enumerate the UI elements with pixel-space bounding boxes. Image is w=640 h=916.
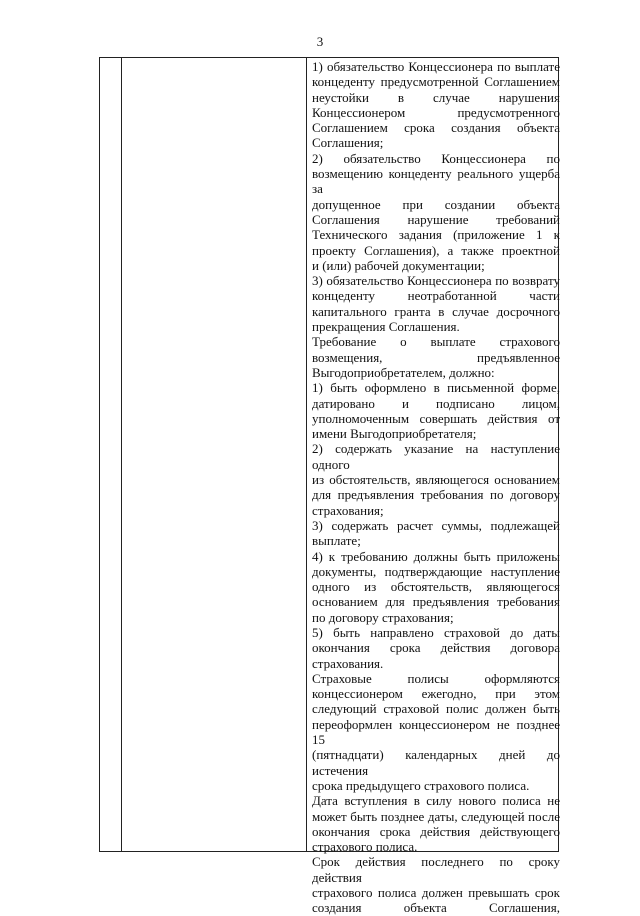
table-cell-text — [312, 59, 560, 916]
text-line: Страховые полисы оформляются — [312, 670, 560, 686]
text-line: Требование о выплате страхового — [312, 334, 560, 350]
text-line: может быть позднее даты, следующей после — [312, 808, 560, 824]
text-line: переоформлен концессионером не позднее 15 — [312, 716, 560, 748]
paragraph — [312, 854, 560, 915]
text-line: концессионером ежегодно, при этом — [312, 686, 560, 702]
text-line: выплате; — [312, 533, 361, 549]
text-line: Соглашения нарушение требований — [312, 211, 560, 227]
text-line: основанием для предъявления требования — [312, 594, 560, 610]
text-line: страхования; — [312, 502, 384, 518]
text-line: Концессионером предусмотренного — [312, 104, 560, 120]
text-line: 1) обязательство Концессионера по выплате — [312, 59, 560, 74]
text-line: из обстоятельств, являющегося основанием — [312, 472, 560, 488]
text-line: 2) обязательство Концессионера по — [312, 150, 560, 166]
text-line: Соглашения; — [312, 135, 384, 151]
text-line: допущенное при создании объекта — [312, 196, 560, 212]
document-table — [99, 57, 560, 916]
paragraph — [312, 549, 560, 625]
paragraph — [312, 334, 560, 380]
text-line: концеденту неотработанной части — [312, 288, 560, 304]
text-line: капитального гранта в случае досрочного — [312, 303, 560, 319]
text-line: страхового полиса. — [312, 839, 418, 855]
text-line: окончания срока действия договора — [312, 640, 560, 656]
text-line: проекту Соглашения), а также проектной — [312, 242, 560, 258]
paragraph — [312, 59, 560, 151]
text-line: 1) быть оформлено в письменной форме, — [312, 380, 560, 396]
text-line: документы, подтверждающие наступление — [312, 563, 560, 579]
text-line: следующий страховой полис должен быть — [312, 701, 560, 717]
text-line: срока предыдущего страхового полиса. — [312, 777, 530, 793]
text-line: Выгодоприобретателем, должно: — [312, 364, 495, 380]
text-line: возмещению концеденту реального ущерба за — [312, 166, 560, 197]
text-line: создания объекта Соглашения, — [312, 900, 560, 916]
text-line: 5) быть направлено страховой до даты — [312, 624, 560, 640]
text-line: одного из обстоятельств, являющегося — [312, 579, 560, 595]
column-divider-2 — [306, 58, 307, 851]
paragraph — [312, 518, 560, 549]
text-line: страхового полиса должен превышать срок — [312, 885, 560, 901]
column-divider-1 — [121, 58, 122, 851]
text-line: для предъявления требования по договору — [312, 487, 560, 503]
text-line: (пятнадцати) календарных дней до истечения — [312, 747, 560, 778]
text-line: Срок действия последнего по сроку действия — [312, 854, 560, 885]
text-line: имени Выгодоприобретателя; — [312, 426, 477, 442]
text-line: 3) обязательство Концессионера по возврату — [312, 273, 560, 289]
text-line: датировано и подписано лицом, — [312, 395, 560, 411]
text-line: по договору страхования; — [312, 609, 454, 625]
text-line: Соглашением срока создания объекта — [312, 120, 560, 136]
text-line: 3) содержать расчет суммы, подлежащей — [312, 517, 560, 533]
text-line: страхования. — [312, 655, 384, 671]
paragraph — [312, 441, 560, 517]
paragraph — [312, 380, 560, 441]
text-line: возмещения, предъявленное — [312, 349, 560, 365]
text-line: Дата вступления в силу нового полиса не — [312, 793, 560, 809]
text-line: уполномоченным совершать действия от — [312, 410, 560, 426]
paragraph — [312, 671, 560, 793]
paragraph — [312, 273, 560, 334]
paragraph — [312, 793, 560, 854]
text-line: прекращения Соглашения. — [312, 319, 460, 335]
paragraph — [312, 151, 560, 273]
text-line: и (или) рабочей документации; — [312, 257, 485, 273]
text-line: окончания срока действия действующего — [312, 823, 560, 839]
text-line: Технического задания (приложение 1 к — [312, 227, 560, 243]
paragraph — [312, 625, 560, 671]
text-line: концеденту предусмотренной Соглашением — [312, 74, 560, 90]
text-line: 2) содержать указание на наступление одного — [312, 441, 560, 472]
text-line: 4) к требованию должны быть приложены — [312, 548, 560, 564]
text-line: неустойки в случае нарушения — [312, 89, 560, 105]
page-number: 3 — [316, 34, 324, 49]
